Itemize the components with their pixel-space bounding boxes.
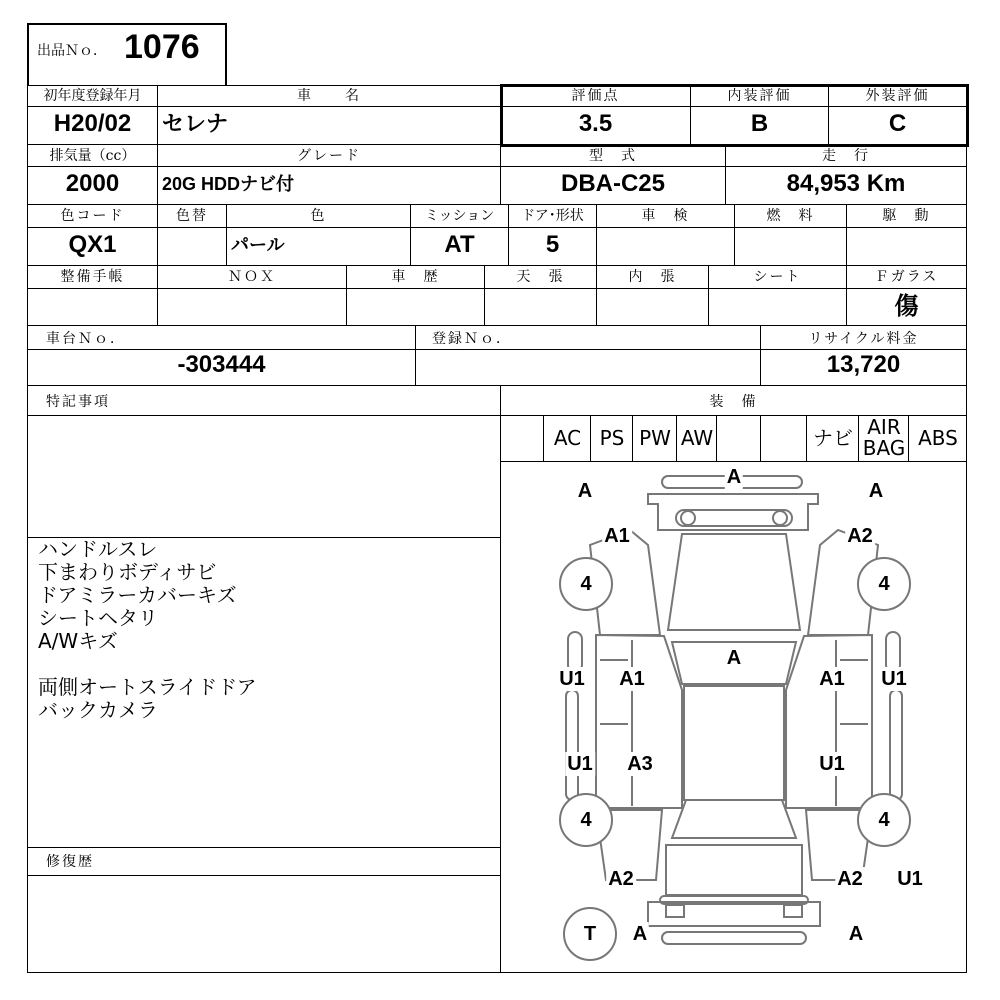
equipment-cell-8-line-1: BAG <box>862 436 906 460</box>
remark-line: ハンドルスレ <box>38 537 158 561</box>
lot-label: 出品Ｎｏ． <box>37 43 107 59</box>
tire-rear-left: 4 <box>559 793 613 847</box>
damage-mark: U1 <box>881 668 907 690</box>
first-reg-value: H20/02 <box>53 110 132 137</box>
grade-header: グレード <box>297 148 361 164</box>
nox-header: ＮＯＸ <box>228 269 276 285</box>
right-taillight <box>784 905 802 917</box>
equipment-cell-1: AC <box>543 416 591 461</box>
left-mirror <box>568 632 582 672</box>
registration-header: 登録Ｎｏ． <box>432 331 512 347</box>
tire-front-left: 4 <box>559 557 613 611</box>
score-header: 評価点 <box>571 88 620 104</box>
inspection-header: 車 検 <box>641 208 690 224</box>
damage-mark: A <box>726 466 742 488</box>
model-header: 型 式 <box>589 148 637 164</box>
damage-mark: U1 <box>897 868 923 890</box>
mission-value: AT <box>444 231 475 258</box>
right-headlight <box>773 511 787 525</box>
fglass-header: Ｆガラス <box>874 269 939 285</box>
rear-bumper-bottom <box>662 932 806 944</box>
color-header: 色 <box>310 208 327 224</box>
right-mirror <box>886 632 900 672</box>
history-header: 車 歴 <box>391 269 440 285</box>
damage-mark: U1 <box>559 668 585 690</box>
mileage-value: 84,953 Km <box>786 170 906 197</box>
doors-header: ドア･形状 <box>521 208 584 224</box>
recycle-header: リサイクル料金 <box>808 331 919 347</box>
damage-mark: A <box>848 923 864 945</box>
seat-header: シート <box>753 269 802 285</box>
color-code-value: QX1 <box>68 231 117 258</box>
damage-mark: A <box>577 480 593 502</box>
remark-line: ドアミラーカバーキズ <box>38 583 237 607</box>
equipment-cell-9: ABS <box>908 416 967 461</box>
damage-mark: U1 <box>567 753 593 775</box>
damage-mark: A2 <box>837 868 863 890</box>
car-name-header: 車 名 <box>297 88 361 104</box>
exterior-header: 外装評価 <box>865 88 930 104</box>
rear-window <box>672 800 796 838</box>
damage-mark: A1 <box>619 668 645 690</box>
score-value: 3.5 <box>578 110 613 137</box>
remark-line: A/Wキズ <box>38 629 118 653</box>
remarks-header: 特記事項 <box>46 394 110 410</box>
chassis-header: 車台Ｎｏ． <box>46 331 126 347</box>
remark-line: 下まわりボディサビ <box>38 560 217 584</box>
damage-mark: A3 <box>627 753 653 775</box>
left-headlight <box>681 511 695 525</box>
equipment-cell-8-line-0: AIR <box>867 415 901 439</box>
trim-header: 内 張 <box>628 269 677 285</box>
mission-header: ミッション <box>424 208 495 224</box>
recycle-value: 13,720 <box>826 351 901 378</box>
grade-value: 20G HDDナビ付 <box>162 174 295 194</box>
left-taillight <box>666 905 684 917</box>
displacement-value: 2000 <box>65 170 120 197</box>
tire-front-right: 4 <box>857 557 911 611</box>
equipment-cell-2: PS <box>590 416 633 461</box>
damage-mark: A1 <box>819 668 845 690</box>
color-change-header: 色替 <box>176 208 208 224</box>
fuel-header: 燃 料 <box>766 208 815 224</box>
left-step <box>566 690 578 800</box>
damage-mark: A <box>868 480 884 502</box>
remark-line: 両側オートスライドドア <box>38 675 257 699</box>
interior-value: B <box>750 110 769 137</box>
exterior-value: C <box>888 110 907 137</box>
car-name-value: セレナ <box>162 111 229 136</box>
tire-rear-right: 4 <box>857 793 911 847</box>
mileage-header: 走 行 <box>822 148 870 164</box>
damage-mark: A2 <box>847 525 873 547</box>
equipment-cell-4: AW <box>676 416 717 461</box>
roof <box>684 686 784 800</box>
damage-mark: A2 <box>608 868 634 890</box>
back-door <box>666 845 802 895</box>
remark-line: バックカメラ <box>38 698 158 722</box>
maintenance-header: 整備手帳 <box>60 269 125 285</box>
front-bumper <box>648 494 818 530</box>
damage-mark: A <box>726 647 742 669</box>
damage-mark: U1 <box>819 753 845 775</box>
drive-header: 駆 動 <box>882 208 931 224</box>
tire-spare: T <box>563 907 617 961</box>
color-value: パール <box>231 235 285 255</box>
first-reg-header: 初年度登録年月 <box>43 88 142 104</box>
damage-mark: A1 <box>604 525 630 547</box>
repair-header: 修復歴 <box>46 854 94 870</box>
chassis-value: -303444 <box>177 351 266 378</box>
remark-line: シートヘタリ <box>38 606 158 630</box>
lot-number: 1076 <box>124 28 200 66</box>
hood <box>668 534 800 630</box>
equipment-cell-3: PW <box>632 416 677 461</box>
damage-mark: A <box>632 923 648 945</box>
model-value: DBA-C25 <box>560 170 665 197</box>
equipment-header: 装 備 <box>709 394 758 410</box>
interior-header: 内装評価 <box>727 88 792 104</box>
displacement-header: 排気量（cc） <box>49 148 136 164</box>
fglass-value: 傷 <box>894 291 919 320</box>
color-code-header: 色コード <box>60 208 125 224</box>
doors-value: 5 <box>545 231 560 258</box>
headliner-header: 天 張 <box>516 269 565 285</box>
equipment-cell-7: ナビ <box>806 416 859 461</box>
right-step <box>890 690 902 800</box>
